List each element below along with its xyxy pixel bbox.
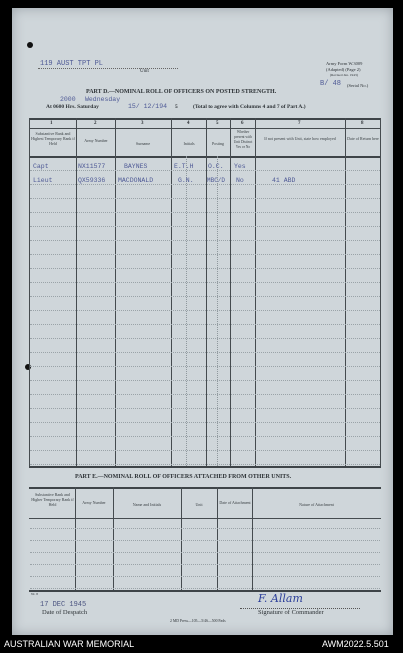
row2-present: No [236, 177, 244, 184]
col-header-surname: Surname [135, 141, 151, 146]
col-number-1: 1 [50, 121, 53, 126]
date-typed: 15/ 12/194 [128, 103, 168, 110]
col-d-subline [217, 156, 218, 466]
ruled-line [30, 212, 380, 213]
part-d-title: PART D.—NOMINAL ROLL OF OFFICERS ON POSTED STRENGTH. [86, 89, 277, 95]
row1-number: NX11577 [78, 163, 106, 170]
ruled-line [30, 436, 380, 437]
ruled-line [30, 324, 380, 325]
ruled-line [30, 528, 380, 529]
table-e-bottom [29, 590, 381, 592]
col-header-employed: If not present with Unit, state how employed [264, 136, 336, 141]
table-d-header-line [29, 156, 381, 158]
signature: F. Allam [258, 592, 303, 605]
col-e-line [181, 487, 182, 590]
form-line3: (Revised Jan. 1943) [330, 73, 358, 77]
ruled-line [30, 240, 380, 241]
row2-number: QX59336 [78, 177, 106, 184]
col-e-line [217, 487, 218, 590]
col-number-8: 8 [361, 121, 364, 126]
row1-surname: BAYNES [124, 163, 148, 170]
hrs-typed: 2000 [60, 96, 76, 103]
ruled-line [30, 576, 380, 577]
ruled-line [30, 564, 380, 565]
ruled-line [30, 296, 380, 297]
ruled-line [30, 198, 380, 199]
col-header-number: Army Number [84, 138, 108, 143]
col-header-initials: Initials [183, 141, 195, 146]
col-number-2: 2 [94, 121, 97, 126]
ruled-line [30, 366, 380, 367]
caption-bar [0, 635, 403, 653]
signature-label: Signature of Commander [258, 609, 324, 616]
unit-underline [38, 68, 178, 69]
ruled-line [30, 282, 380, 283]
ruled-line [30, 540, 380, 541]
form-line2: (Adapted) (Page 2) [326, 67, 361, 72]
ruled-line [30, 254, 380, 255]
col-number-5: 5 [216, 121, 219, 126]
ruled-line [30, 588, 380, 589]
col-e-header-number: Army Number [82, 500, 106, 505]
col-number-7: 7 [298, 121, 301, 126]
col-number-4: 4 [187, 121, 190, 126]
col-number-6: 6 [241, 121, 244, 126]
row2-posting: MBC/D [207, 177, 226, 184]
punch-hole [25, 364, 31, 370]
row1-initials: E.T.H [174, 163, 194, 170]
ruled-line [30, 450, 380, 451]
table-d-top [29, 118, 381, 120]
ruled-line [30, 464, 380, 465]
col-header-posting: Posting [211, 141, 224, 146]
row1-present: Yes [234, 163, 246, 170]
col-e-header-name: Name and Initials [132, 502, 162, 507]
ruled-line [30, 380, 380, 381]
col-e-header-rank: Substantive Rank and Higher Temporary Rank if Held [31, 492, 74, 507]
ruled-line [30, 352, 380, 353]
table-d-bottom [29, 466, 381, 468]
ruled-line [30, 394, 380, 395]
row2-employed: 41 ABD [272, 177, 296, 184]
ruled-line [30, 422, 380, 423]
unit-typed: 119 AUST TPT PL [40, 60, 104, 68]
form-line1: Army Form W.3009 [326, 61, 363, 66]
row1-rank: Capt [33, 163, 49, 170]
day-typed: Wednesday [85, 96, 121, 103]
col-d-line [380, 118, 381, 466]
caption-left: AUSTRALIAN WAR MEMORIAL [4, 639, 135, 649]
col-d-subline [186, 156, 187, 466]
part-e-title: PART E.—NOMINAL ROLL OF OFFICERS ATTACHED FROM OTHER UNITS. [75, 474, 292, 480]
col-e-header-unit: Unit [195, 502, 203, 507]
col-header-rank: Substantive Rank and Highest Temporary Rank if Held [31, 131, 75, 146]
ruled-line [30, 552, 380, 553]
serial-label: (Serial No.) [347, 83, 369, 88]
despatch-label: Date of Despatch [42, 609, 88, 616]
ruled-line [30, 310, 380, 311]
despatch-typed: 17 DEC 1945 [40, 601, 87, 609]
ruled-line [30, 268, 380, 269]
punch-hole [27, 42, 33, 48]
table-e-top [29, 487, 381, 489]
col-number-3: 3 [141, 121, 144, 126]
ruled-line [30, 170, 380, 171]
date-suffix: 5 [175, 104, 178, 110]
row2-rank: Lieut [33, 177, 53, 184]
table-d-numrow-line [29, 128, 381, 129]
col-header-present: Whether present with Unit Distinct Yes or No [233, 130, 253, 149]
printer-note: 2 MD Press—105—5/46—500 Pads [170, 619, 226, 623]
total-note: (Total to agree with Columns 4 and 7 of Part A.) [193, 104, 306, 110]
ruled-line [30, 338, 380, 339]
unit-label: Unit [140, 69, 149, 74]
ruled-line [30, 184, 380, 185]
col-header-return: Date of Return here [347, 136, 379, 141]
row1-posting: O.C. [208, 163, 224, 170]
nr-label: Nr. 8 [31, 592, 38, 596]
row2-surname: MACDONALD [118, 177, 154, 184]
col-e-line [75, 487, 76, 590]
row2-initials: G.N. [178, 177, 194, 184]
ruled-line [30, 408, 380, 409]
col-e-header-nature: Nature of Attachment [299, 502, 334, 507]
at-text: At 0600 Hrs. Saturday [46, 104, 99, 110]
col-e-line [252, 487, 253, 590]
serial-typed: B/ 48 [320, 80, 342, 88]
ruled-line [30, 226, 380, 227]
table-e-header-line [29, 518, 381, 519]
col-e-line [113, 487, 114, 590]
col-e-header-date: Date of Attachment [219, 500, 251, 505]
caption-right: AWM2022.5.501 [322, 639, 389, 649]
